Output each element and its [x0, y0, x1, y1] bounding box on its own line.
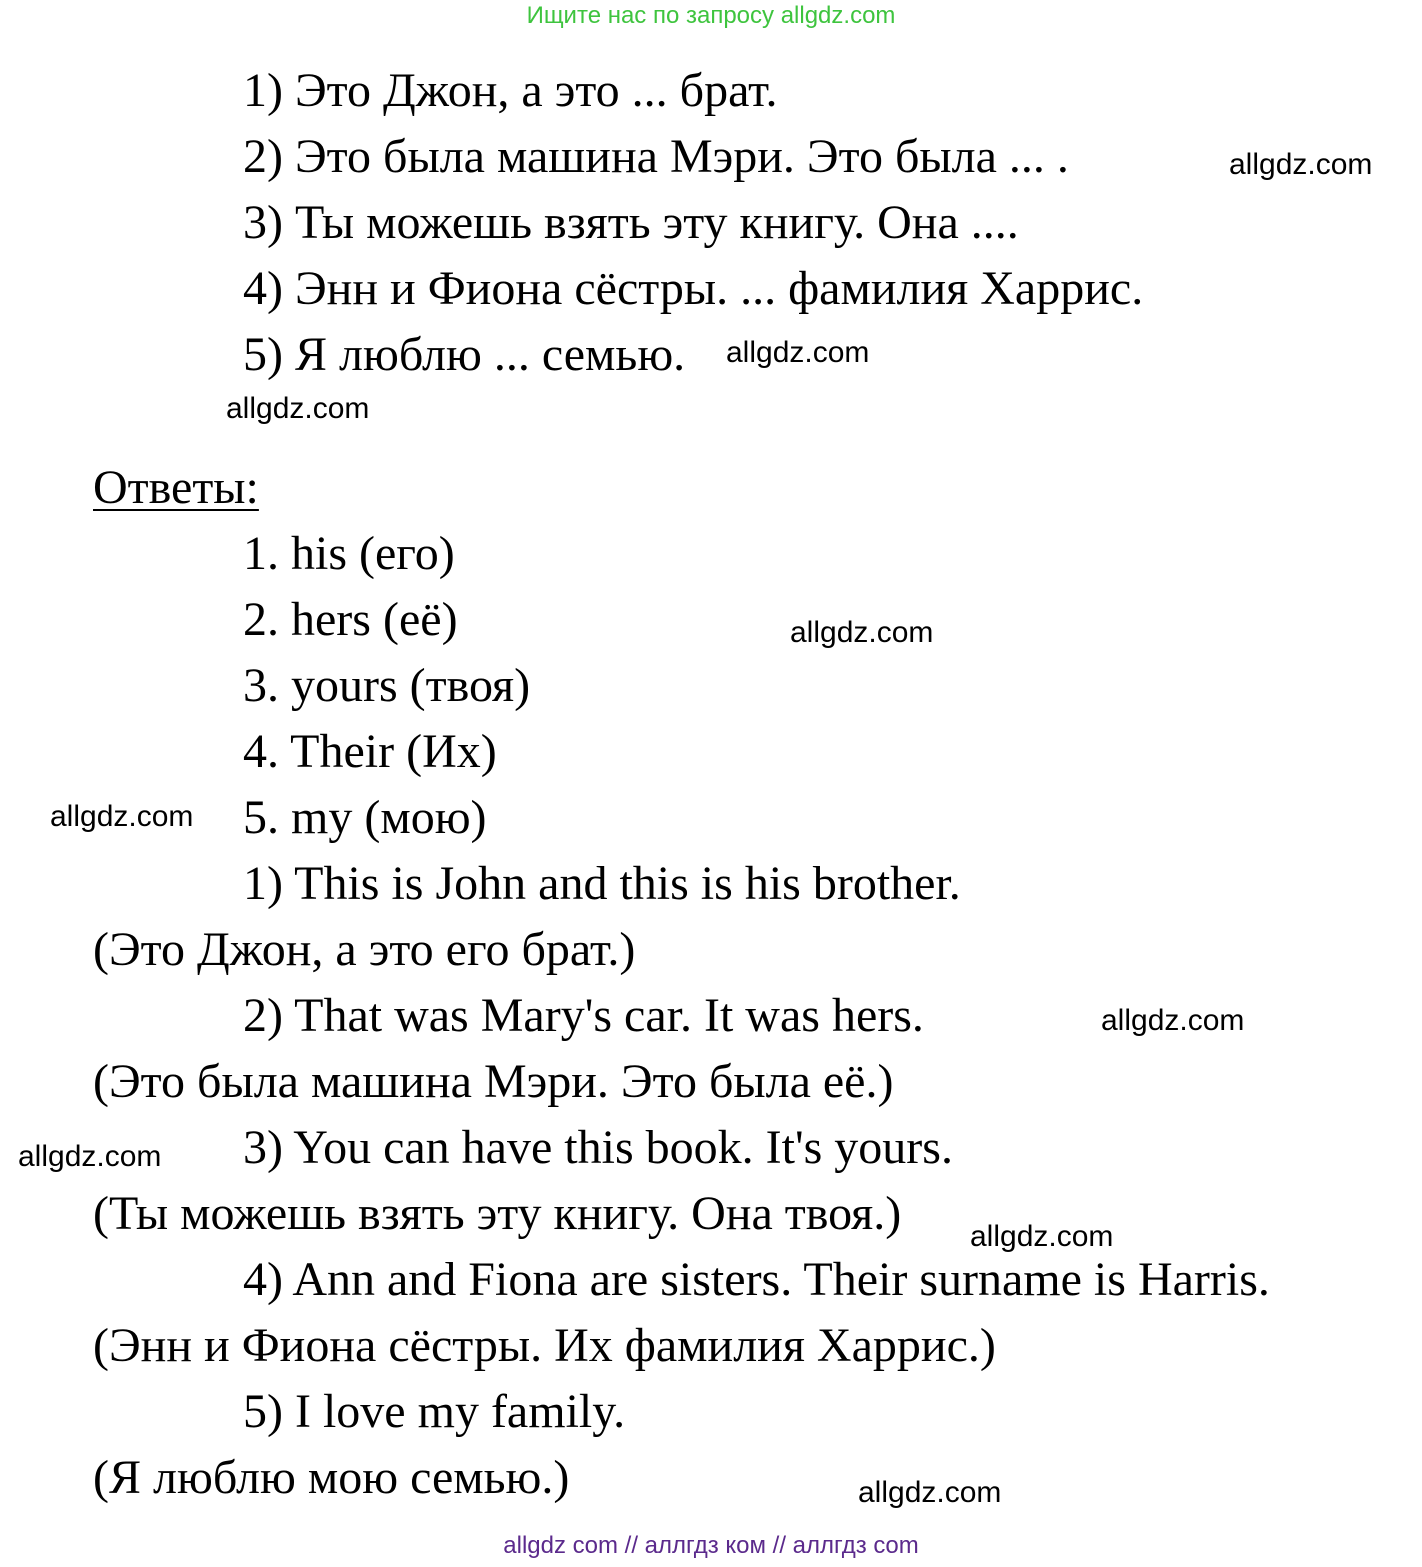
watermark: allgdz.com [1229, 148, 1373, 181]
answer-short-1: 1. his (его) [243, 527, 455, 580]
answer-short-5: 5. my (мою) [243, 791, 487, 844]
question-4: 4) Энн и Фиона сёстры. ... фамилия Харрис. [243, 262, 1144, 315]
question-3: 3) Ты можешь взять эту книгу. Она .... [243, 196, 1019, 249]
answer-full-2-ru: (Это была машина Мэри. Это была её.) [93, 1055, 894, 1108]
answer-full-5-en: 5) I love my family. [243, 1385, 626, 1438]
answer-short-2: 2. hers (её) [243, 593, 458, 646]
answer-full-1-ru: (Это Джон, а это его брат.) [93, 923, 636, 976]
answer-full-3-en: 3) You can have this book. It's yours. [243, 1121, 953, 1174]
question-5: 5) Я люблю ... семью. [243, 328, 686, 381]
watermark: allgdz.com [970, 1220, 1114, 1253]
question-1: 1) Это Джон, а это ... брат. [243, 64, 778, 117]
watermark: allgdz.com [50, 800, 194, 833]
top-banner: Ищите нас по запросу allgdz.com [526, 2, 896, 29]
answer-full-1-en: 1) This is John and this is his brother. [243, 857, 961, 910]
answer-full-4-ru: (Энн и Фиона сёстры. Их фамилия Харрис.) [93, 1319, 996, 1372]
footer-banner: allgdz com // аллгдз ком // аллгдз com [503, 1532, 919, 1559]
watermark: allgdz.com [226, 392, 370, 425]
answer-full-5-ru: (Я люблю мою семью.) [93, 1451, 570, 1504]
answer-full-4-en: 4) Ann and Fiona are sisters. Their surname is Harris. [243, 1253, 1270, 1306]
question-2: 2) Это была машина Мэри. Это была ... . [243, 130, 1069, 183]
watermark: allgdz.com [18, 1140, 162, 1173]
answer-short-4: 4. Their (Их) [243, 725, 497, 778]
watermark: allgdz.com [1101, 1004, 1245, 1037]
answer-full-3-ru: (Ты можешь взять эту книгу. Она твоя.) [93, 1187, 902, 1240]
watermark: allgdz.com [858, 1476, 1002, 1509]
answer-full-2-en: 2) That was Mary's car. It was hers. [243, 989, 924, 1042]
watermark: allgdz.com [726, 336, 870, 369]
answer-short-3: 3. yours (твоя) [243, 659, 531, 712]
watermark: allgdz.com [790, 616, 934, 649]
answers-heading: Ответы: [93, 461, 259, 514]
